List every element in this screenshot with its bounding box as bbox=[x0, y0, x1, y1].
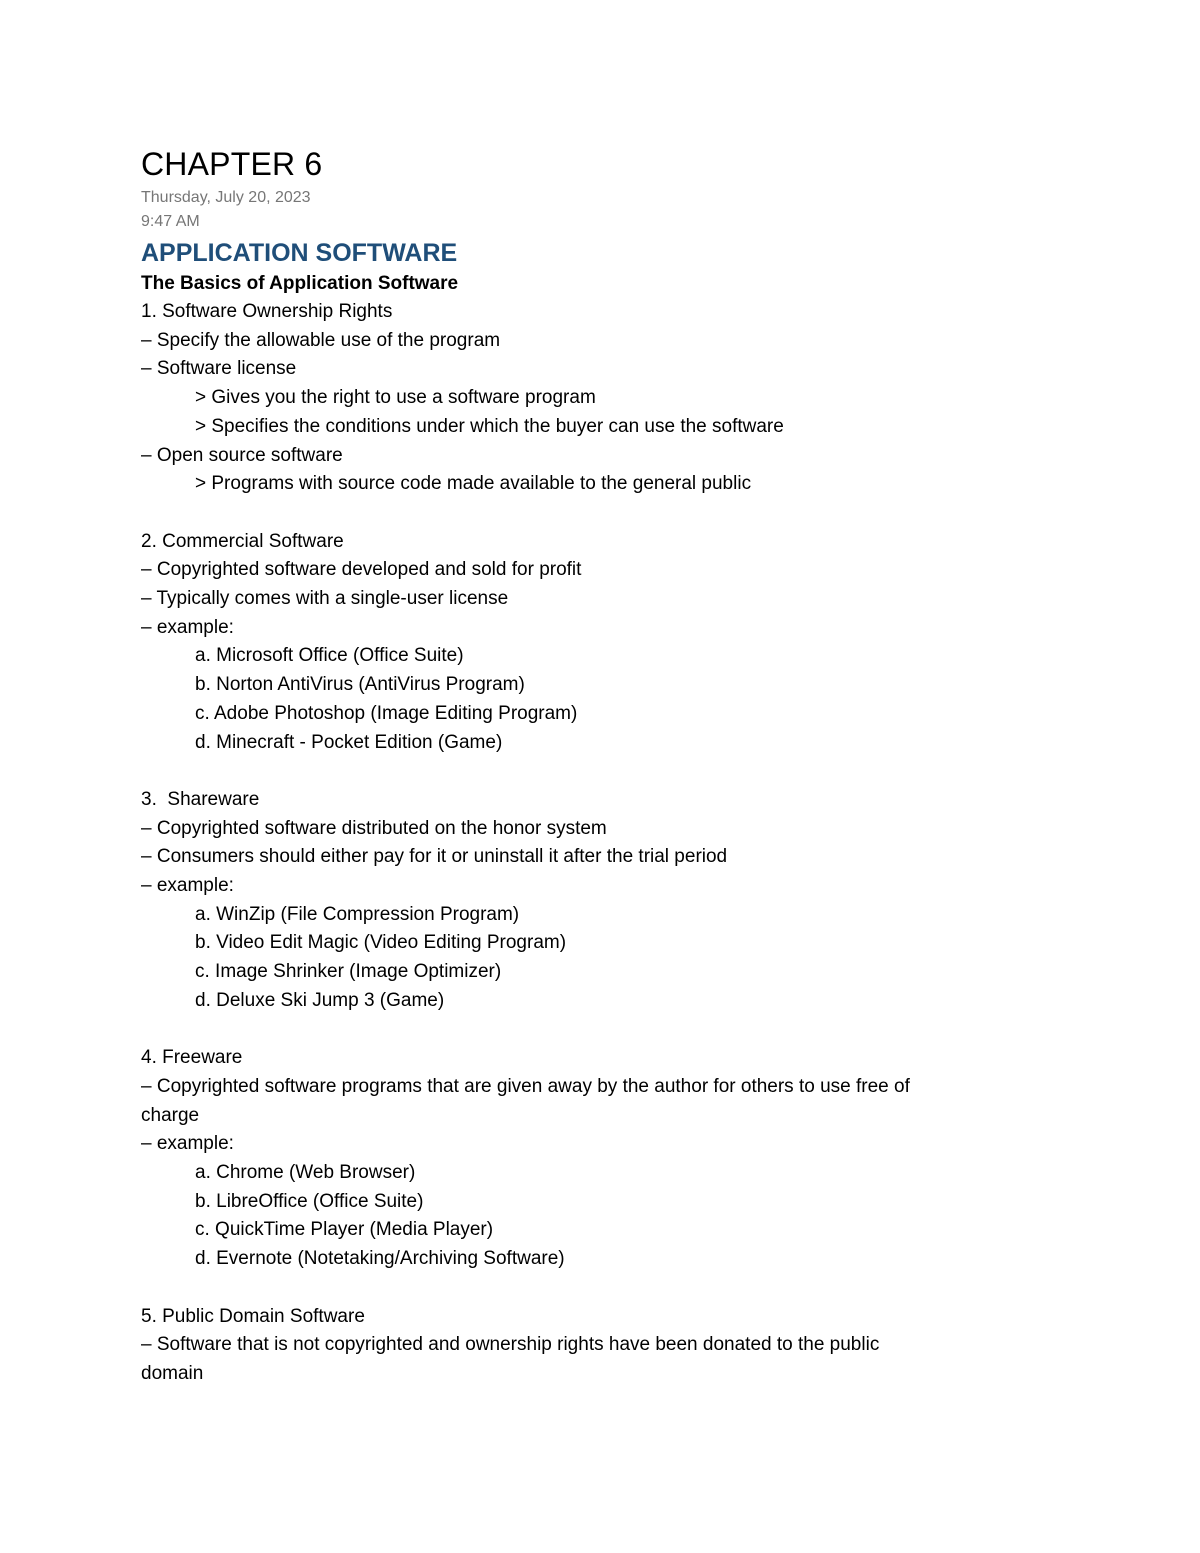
indented-list-item: d. Deluxe Ski Jump 3 (Game) bbox=[195, 989, 445, 1011]
indented-list-item: a. Microsoft Office (Office Suite) bbox=[195, 645, 464, 667]
indented-list-item: a. Chrome (Web Browser) bbox=[195, 1162, 416, 1184]
section-title: 2. Commercial Software bbox=[141, 530, 344, 552]
list-item: – Copyrighted software developed and sold for profit bbox=[141, 559, 582, 581]
section-heading: APPLICATION SOFTWARE bbox=[141, 239, 458, 267]
list-item: – example: bbox=[141, 1133, 234, 1155]
blank-line bbox=[141, 757, 1041, 786]
blank-line bbox=[141, 1274, 1041, 1303]
blank-line bbox=[141, 499, 1041, 528]
indented-list-item: c. Image Shrinker (Image Optimizer) bbox=[195, 961, 502, 983]
list-item: – Copyrighted software distributed on the honor system bbox=[141, 817, 607, 839]
list-item: – example: bbox=[141, 616, 234, 638]
indented-list-item: b. Norton AntiVirus (AntiVirus Program) bbox=[195, 674, 525, 696]
list-item: – Software that is not copyrighted and ownership rights have been donated to the public bbox=[141, 1334, 880, 1356]
indented-list-item: c. Adobe Photoshop (Image Editing Program) bbox=[195, 702, 578, 724]
indented-list-item: d. Evernote (Notetaking/Archiving Software) bbox=[195, 1248, 565, 1270]
list-item: – Typically comes with a single-user license bbox=[141, 588, 509, 610]
indented-list-item: > Programs with source code made available to the general public bbox=[195, 473, 752, 495]
list-item: – Software license bbox=[141, 358, 297, 380]
list-item: – Copyrighted software programs that are given away by the author for others to use free of bbox=[141, 1075, 910, 1097]
page-date: Thursday, July 20, 2023 bbox=[141, 189, 311, 206]
page-time: 9:47 AM bbox=[141, 213, 200, 230]
section-title: 5. Public Domain Software bbox=[141, 1305, 365, 1327]
section-title: 1. Software Ownership Rights bbox=[141, 301, 393, 322]
indented-list-item: a. WinZip (File Compression Program) bbox=[195, 903, 520, 925]
list-item: – Open source software bbox=[141, 444, 343, 466]
indented-list-item: > Gives you the right to use a software program bbox=[195, 387, 596, 409]
blank-line bbox=[141, 1016, 1041, 1045]
list-item: – Consumers should either pay for it or uninstall it after the trial period bbox=[141, 846, 728, 868]
list-item: domain bbox=[141, 1362, 204, 1384]
list-item: – example: bbox=[141, 875, 234, 897]
list-item: charge bbox=[141, 1104, 200, 1126]
indented-list-item: b. LibreOffice (Office Suite) bbox=[195, 1190, 424, 1212]
indented-list-item: c. QuickTime Player (Media Player) bbox=[195, 1219, 494, 1241]
indented-list-item: d. Minecraft - Pocket Edition (Game) bbox=[195, 731, 503, 753]
document-content bbox=[141, 142, 1041, 1389]
section-title: 3. Shareware bbox=[141, 788, 260, 810]
indented-list-item: b. Video Edit Magic (Video Editing Program) bbox=[195, 932, 567, 954]
section-title: 4. Freeware bbox=[141, 1047, 243, 1069]
page-title: CHAPTER 6 bbox=[141, 146, 323, 182]
sections-container bbox=[141, 298, 1041, 1389]
list-item: – Specify the allowable use of the program bbox=[141, 329, 501, 351]
section-subheading: The Basics of Application Software bbox=[141, 273, 459, 294]
indented-list-item: > Specifies the conditions under which the buyer can use the software bbox=[195, 415, 784, 437]
